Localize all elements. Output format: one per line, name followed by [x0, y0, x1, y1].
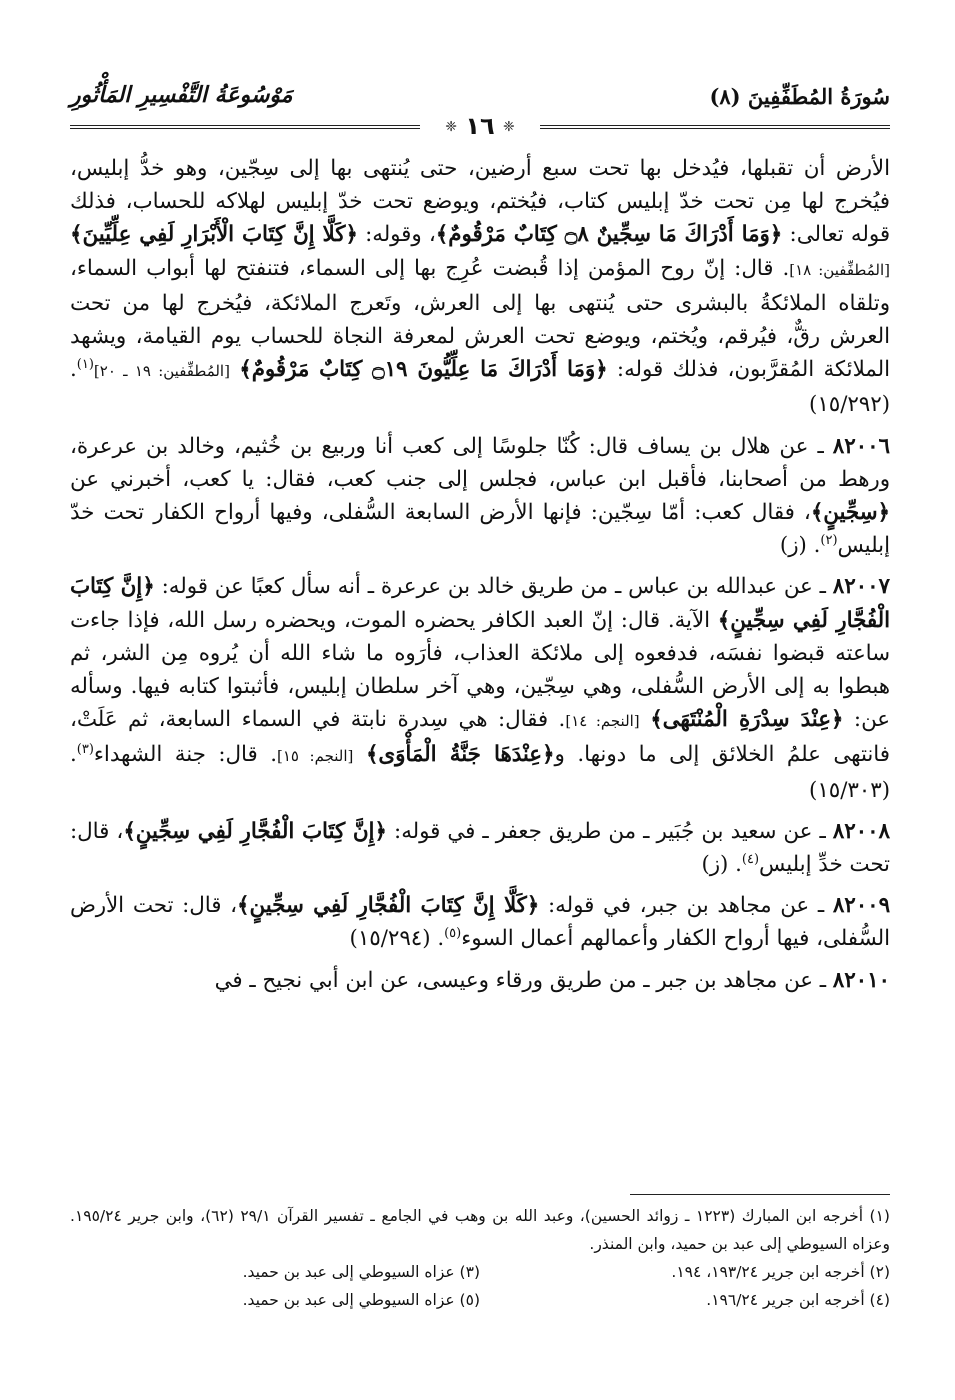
text: ـ عن سعيد بن جُبَير ـ من طريق جعفر ـ في قوله: [386, 818, 833, 844]
quran-verse: ﴿عِنْدَهَا جَنَّةُ الْمَأْوَى﴾ [365, 742, 555, 768]
book-title: مَوْسُوعَةُ التَّفْسِيرِ المَأْثُورِ [70, 82, 293, 108]
footnote-row [70, 1202, 890, 1258]
text: . قال: إنّ روح المؤمن إذا قُبضت عُرِج بها إلى السماء، فتنفتح لها أبواب السماء، وتلقاه الملائكةُ بالبشرى حتى يُنتهى بها إلى العرش، وتَعرج الملائكة، فيُخرج لها من تحت العرش رقٌّ، فيُرقم، ويُختم، ويوضع تحت العرش لمعرفة النجاة للحساب يوم القيامة، ويشهد الملائكة المُقرَّبون، فذلك قوله: [70, 255, 890, 383]
text: . فقال: هي سِدرة نابتة في السماء السابعة، ثم عَلَتْ، فانتهى علمُ الخلائق إلى ما دونها. و [70, 707, 890, 768]
page-number-value: ١٦ [465, 112, 495, 140]
text: الأرض أن تقبلها، فيُدخل بها تحت سبع أرضين، حتى يُنتهى بها إلى سِجّين، وهو خدُّ إبليس، فيُخرج لها مِن تحت خدّ إبليس كتاب، فيُختم، ويوضع تحت خدّ إبليس لهلاكه للحساب، فذلك قوله تعالى: [70, 156, 890, 248]
paragraph [70, 964, 890, 997]
text: . قال: جنة الشهداء [93, 742, 277, 768]
ornament-icon: ❈ [503, 119, 515, 135]
footnote-marker[interactable]: (٢) [820, 533, 838, 549]
footnote-4: (٤) أخرجه ابن جرير ١٩٦/٢٤. [706, 1291, 890, 1309]
ornament-icon: ❈ [445, 119, 457, 135]
quran-verse: ﴿وَمَا أَدْرَاكَ مَا سِجِّينٌ ۝٨ كِتَابٌ مَرْقُومٌ﴾ [435, 222, 783, 248]
volume-reference: . (ز) [701, 852, 742, 878]
paragraph [70, 570, 890, 806]
paragraph [70, 889, 890, 955]
quran-verse: ﴿وَمَا أَدْرَاكَ مَا عِلِّيُّونَ ۝١٩ كِتَابٌ مَرْقُومٌ﴾ [239, 357, 608, 383]
text: ، قال: تحت الأرض السُّفلى، فيها أرواح الكفار وأعمالهم أعمال السوء [70, 893, 890, 952]
text: ، فقال كعب: أمّا سِجّين: فإنها الأرض السابعة السُّفلى، وفيها أرواح الكفار تحت خدّ إبليس [70, 500, 890, 559]
quran-verse: ﴿كَلَّا إِنَّ كِتَابَ الْفُجَّارِ لَفِي سِجِّينٍ﴾ [237, 893, 540, 919]
quran-verse: ﴿إِنَّ كِتَابَ الْفُجَّارِ لَفِي سِجِّينٍ﴾ [70, 574, 890, 633]
volume-reference: . (ز) [779, 533, 821, 559]
volume-reference: . (١٥/٣٠٣) [70, 742, 890, 803]
footnote-separator [630, 1194, 890, 1195]
verse-reference: [المُطفِّفين: ١٩ ـ ٢٠] [93, 362, 230, 381]
verse-reference: [النجم: ١٥] [277, 747, 354, 766]
volume-reference: . (١٥/٢٩٢) [70, 357, 890, 418]
footnote-row [70, 1258, 890, 1286]
entry-number: ٨٢٠٠٩ [832, 893, 891, 919]
text: ـ عن مجاهد بن جبر، في قوله: [539, 893, 833, 919]
text: الآية. قال: إنّ العبد الكافر يحضره الموت، ويحضره رسل الله، فإذا جاءت ساعته قبضوا نفسَه، فدفعوه إلى ملائكة العذاب، فأرَوه ما شاء الله أن يُروه مِن الشر، ثم هبطوا به إلى الأرض السُّفلى، وهي سِجّين، وهي آخر سلطان إبليس، فأثبتوا كتابه فيها. وسأله عن: [70, 607, 891, 733]
main-text [70, 152, 890, 997]
footnote-marker[interactable]: (٤) [741, 851, 760, 867]
surah-title: سُورَةُ المُطَفِّفِينَ (٨) [709, 84, 890, 109]
header-rule-left [70, 125, 420, 129]
page [70, 78, 890, 1378]
entry-number: ٨٢٠٠٧ [832, 574, 890, 600]
running-header [70, 78, 890, 138]
text: ، قال: تحت خدِّ إبليس [70, 818, 890, 878]
quran-verse: ﴿عِنْدَ سِدْرَةِ الْمُنْتَهَى﴾ [650, 707, 844, 733]
footnotes [70, 1202, 890, 1314]
volume-reference: . (١٥/٢٩٤) [349, 926, 445, 952]
footnote-marker[interactable]: (١) [76, 357, 94, 373]
text: ـ عن مجاهد بن جبر ـ من طريق ورقاء وعيسى، عن ابن أبي نجيح ـ في [214, 967, 833, 993]
paragraph [70, 430, 890, 563]
quran-verse: ﴿سِجِّينٍ﴾ [810, 500, 890, 526]
text: ـ عن عبدالله بن عباس ـ من طريق خالد بن عرعرة ـ أنه سأل كعبًا عن قوله: [154, 574, 833, 600]
verse-reference: [المُطفِّفين: ١٨] [789, 260, 890, 279]
text: ، وقوله: [357, 222, 436, 248]
paragraph [70, 152, 890, 422]
footnote-3: (٣) عزاه السيوطي إلى عبد بن حميد. [242, 1263, 480, 1281]
footnote-row [70, 1286, 890, 1314]
header-rule-right [540, 125, 890, 129]
footnote-5: (٥) عزاه السيوطي إلى عبد بن حميد. [242, 1291, 480, 1309]
entry-number: ٨٢٠٠٦ [832, 433, 890, 459]
quran-verse: ﴿إِنَّ كِتَابَ الْفُجَّارِ لَفِي سِجِّينٍ﴾ [123, 818, 387, 844]
verse-reference: [النجم: ١٤] [565, 712, 640, 731]
page-number [422, 112, 538, 140]
footnote-1: (١) أخرجه ابن المبارك (١٢٢٣ ـ زوائد الحسين)، وعبد الله بن وهب في الجامع ـ تفسير القرآن ٢٩/١ (٦٢)، وابن جرير ١٩٥/٢٤. وعزاه السيوطي إلى عبد بن حميد، وابن المنذر. [70, 1207, 890, 1253]
quran-verse: ﴿كَلَّا إِنَّ كِتَابَ الْأَبْرَارِ لَفِي عِلِّيِّينَ﴾ [70, 222, 358, 248]
entry-number: ٨٢٠١٠ [832, 967, 890, 993]
footnote-2: (٢) أخرجه ابن جرير ١٩٣/٢٤، ١٩٤. [671, 1263, 890, 1281]
footnote-marker[interactable]: (٣) [76, 742, 94, 758]
paragraph [70, 815, 890, 881]
text: ـ عن هلال بن يساف قال: كُنّا جلوسًا إلى كعب أنا وربيع بن خُثيم، وخالد بن عرعرة، ورهط من أصحابنا، فأقبل ابن عباس، فجلس إلى جنب كعب، فقال: يا كعب، أخبرني عن [70, 433, 890, 492]
entry-number: ٨٢٠٠٨ [832, 818, 890, 844]
footnote-marker[interactable]: (٥) [444, 926, 462, 942]
